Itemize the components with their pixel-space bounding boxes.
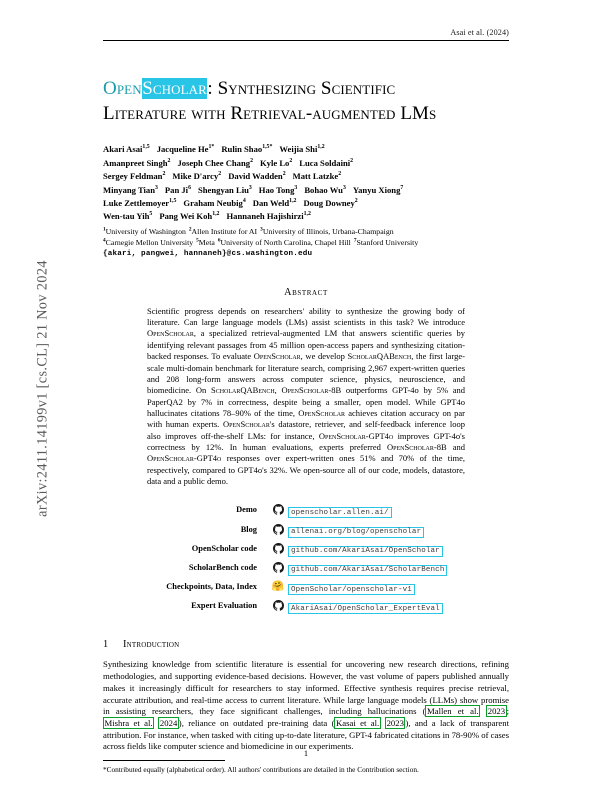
affiliation-name: Stanford University: [356, 237, 419, 247]
author-name: Wen-tau Yih$^5$: [103, 211, 153, 222]
resource-link-row: [136, 500, 476, 519]
author-name: Pan Ji$^6$: [164, 184, 191, 195]
resource-link-row: [136, 596, 476, 615]
author-affiliation-marker: 7: [400, 184, 404, 191]
author-name: Luca Soldaini$^2$: [299, 157, 354, 168]
github-icon[interactable]: [268, 500, 288, 519]
resource-link-url[interactable]: allenai.org/blog/openscholar: [288, 527, 424, 538]
resource-link-url[interactable]: github.com/AkariAsai/ScholarBench: [288, 565, 447, 576]
citation-link[interactable]: Mishra et al.: [104, 717, 153, 728]
author-name: Yanyu Xiong$^7$: [352, 184, 404, 195]
page-title: [103, 77, 509, 126]
author-row: [103, 170, 509, 183]
resource-links-table: [136, 500, 476, 615]
system-name: OpenScholar: [147, 328, 194, 339]
resource-link-url[interactable]: openscholar.allen.ai/: [288, 507, 392, 518]
affiliation-name: Carnegie Mellon University: [105, 237, 194, 247]
title-line1-rest: : Synthesizing Scientific: [207, 78, 396, 99]
resource-link-label: ScholarBench code: [188, 562, 257, 572]
page-number: 1: [303, 749, 309, 758]
author-name: David Wadden$^2$: [228, 171, 286, 182]
resource-link-row: [136, 539, 476, 558]
resource-link-url-cell: [288, 577, 476, 596]
author-affiliation-marker: 4: [242, 198, 246, 205]
author-affiliation-marker: 2: [338, 171, 342, 178]
resource-link-url-cell: [288, 519, 476, 538]
author-name: Hannaneh Hajishirzi$^{1,2}$: [226, 211, 311, 222]
resource-link-url[interactable]: AkariAsai/OpenScholar_ExpertEval: [288, 603, 443, 614]
section-name: Introduction: [123, 639, 180, 651]
section-number: 1: [103, 639, 109, 651]
author-affiliation-marker: 1,2: [212, 211, 220, 218]
affiliation-line: [103, 237, 509, 248]
author-name: Akari Asai$^{1,5}$: [103, 144, 150, 155]
author-affiliation-marker: 1*: [208, 144, 215, 151]
resource-link-url-cell: [288, 539, 476, 558]
author-name: Weijia Shi$^{1,2}$: [279, 144, 325, 155]
resource-link-label: Checkpoints, Data, Index: [166, 582, 257, 592]
author-name: Luke Zettlemoyer$^{1,5}$: [103, 198, 177, 208]
author-affiliation-marker: 3: [248, 184, 252, 191]
author-name: Kyle Lo$^2$: [259, 157, 293, 168]
running-header: Asai et al. (2024): [450, 28, 509, 37]
affiliation-name: University of North Carolina, Chapel Hill: [220, 237, 351, 247]
author-name: Rulin Shao$^{1,5*}$: [221, 144, 273, 155]
affiliation-name: University of Washington: [105, 226, 186, 236]
author-affiliation-marker: 2: [282, 171, 286, 178]
author-affiliation-marker: 2: [250, 157, 253, 164]
citation-link[interactable]: 2023: [386, 717, 404, 728]
author-affiliation-marker: 1,2: [289, 198, 297, 205]
resource-link-row: [136, 577, 476, 596]
author-affiliation-marker: 1,5*: [262, 144, 273, 151]
citation-link[interactable]: 2024: [159, 717, 178, 728]
author-affiliation-marker: 2: [350, 157, 354, 164]
author-name: Minyang Tian$^3$: [103, 184, 158, 195]
github-icon[interactable]: [268, 596, 288, 615]
introduction-paragraph: Synthesizing knowledge from scientific literature is essential for uncovering new research directions, refining methodologies, and supporting evidence-based decisions. However, the vast volume of papers published annually makes it increasingly difficult for researchers to stay informed. Effective synthesis requires precise retrieval, accurate attribution, and real-time access to current literature. While large language models (LLMs) show promise in assisting researchers, they face significant challenges, including hallucinations ( Mallen et al. 2023 ; Mishra et al. 2024 ), reliance on outdated pre-training data ( Kasai et al. 2023 ), and a lack of transparent attribution. For instance, when tasked with citing up-to-date literature, GPT-4 fabricated citations in 78-90% of cases across fields like computer science and biomedicine in our experiments.: [103, 659, 510, 752]
author-affiliation-marker: 2: [218, 171, 222, 178]
author-name: Mike D'arcy$^2$: [172, 171, 222, 182]
author-affiliation-marker: 5: [149, 211, 153, 218]
abstract-heading: Abstract: [284, 286, 328, 298]
resource-link-url-cell: [288, 596, 476, 615]
author-affiliation-marker: 1,5: [142, 144, 150, 151]
system-name: OpenScholar: [298, 407, 346, 418]
citation-link[interactable]: 2023: [487, 706, 506, 717]
affiliation-name: University of Illinois, Urbana-Champaign: [262, 226, 394, 236]
affiliation-marker: 5: [196, 237, 199, 244]
resource-link-label: Expert Evaluation: [191, 601, 257, 611]
author-name: Sergey Feldman$^2$: [103, 171, 166, 182]
system-name: OpenScholar: [253, 351, 301, 362]
section-heading-introduction: [103, 639, 509, 650]
abstract-text: Scientific progress depends on researchers' ability to synthesize the growing body of literature. Can large language models (LMs) assist scientists in this task? We introduce OpenScholar, a specialized retrieval-augmented LM that answers scientific queries by identifying relevant passages from 45 million open-access papers and synthesizing citation-backed responses. To evaluate OpenScholar, we develop ScholarQABench, the first large-scale multi-domain benchmark for literature search, comprising 2,967 expert-written queries and 208 long-form answers across computer science, physics, neuroscience, and biomedicine. On ScholarQABench, OpenScholar-8B outperforms GPT-4o by 5% and PaperQA2 by 7% in correctness, despite being a smaller, open model. While GPT4o hallucinates citations 78–90% of the time, OpenScholar achieves citation accuracy on par with human experts. OpenScholar's datastore, retriever, and self-feedback inference loop also improves off-the-shelf LMs: for instance, OpenScholar-GPT4o improves GPT-4o's correctness by 12%. In human evaluations, experts preferred OpenScholar-8B and OpenScholar-GPT4o responses over expert-written ones 51% and 70% of the time, respectively, compared to GPT4o's 32%. We open-source all of our code, models, datastore, data and a public demo.: [147, 305, 466, 486]
contact-email[interactable]: {akari, pangwei, hannaneh}@cs.washington.edu: [103, 249, 313, 258]
system-name: OpenScholar-8B: [281, 385, 342, 396]
affiliation-marker: 3: [260, 226, 263, 233]
author-affiliation-marker: 1,2: [317, 144, 325, 151]
citation-link[interactable]: Kasai et al.: [335, 717, 380, 728]
author-name: Graham Neubig$^4$: [183, 198, 246, 208]
brand-open-text: Open: [103, 78, 142, 99]
system-name: ScholarQABench: [210, 385, 275, 396]
huggingface-icon[interactable]: 🤗: [271, 580, 285, 592]
author-row: [103, 143, 509, 156]
title-line2: Literature with Retrieval-augmented LMs: [103, 102, 437, 124]
author-name: Doug Downey$^2$: [303, 198, 358, 208]
system-name: OpenScholar-8B: [387, 441, 447, 452]
resource-links-body: [136, 500, 476, 615]
author-affiliation-marker: 6: [188, 184, 191, 191]
author-affiliation-marker: 2: [162, 171, 166, 178]
author-name: Bohao Wu$^3$: [304, 184, 346, 195]
resource-link-label: Demo: [236, 505, 257, 515]
resource-link-label: OpenScholar code: [191, 543, 257, 553]
author-affiliation-marker: 3: [154, 184, 158, 191]
affiliation-marker: 1: [103, 226, 106, 233]
brand-scholar-highlight: Scholar: [142, 78, 207, 99]
arxiv-stamp: arXiv:2411.14199v1 [cs.CL] 21 Nov 2024: [34, 260, 51, 517]
citation-link[interactable]: Mallen et al.: [426, 706, 479, 717]
resource-link-label: Blog: [240, 524, 257, 534]
author-name: Hao Tong$^3$: [258, 184, 298, 195]
resource-link-row: [136, 519, 476, 538]
author-name: Dan Weld$^{1,2}$: [252, 198, 297, 208]
affiliation-marker: 6: [217, 237, 221, 244]
author-affiliation-marker: 3: [294, 184, 298, 191]
author-affiliation-marker: 1,5: [169, 198, 177, 205]
author-affiliation-marker: 2: [167, 157, 171, 164]
author-affiliation-marker: 3: [342, 184, 346, 191]
header-rule: [103, 40, 509, 41]
affiliation-marker: 4: [103, 237, 106, 244]
resource-link-url[interactable]: OpenScholar/openscholar-v1: [288, 584, 415, 595]
author-name: Shengyan Liu$^3$: [198, 184, 252, 195]
author-name: Pang Wei Koh$^{1,2}$: [159, 211, 220, 222]
author-affiliation-marker: 2: [354, 198, 358, 205]
footnote-text: *Contributed equally (alphabetical order). All authors' contributions are detailed in the Contribution section.: [103, 765, 419, 775]
system-name: ScholarQABench: [347, 351, 412, 362]
author-row: [103, 184, 509, 197]
author-affiliation-marker: 2: [289, 157, 293, 164]
author-name: Jacqueline $He^{1*}$: [156, 144, 215, 155]
affiliation-marker: 7: [353, 237, 357, 244]
author-row: [103, 197, 509, 210]
resource-link-url[interactable]: github.com/AkariAsai/OpenScholar: [288, 546, 443, 557]
affiliation-marker: 2: [188, 226, 192, 233]
system-name: OpenScholar: [223, 419, 270, 430]
affiliation-name: Meta: [198, 237, 215, 247]
system-name: OpenScholar-GPT4o: [147, 453, 222, 464]
author-name: Joseph Chee Chang$^2$: [177, 157, 253, 168]
github-icon[interactable]: [268, 539, 288, 558]
author-row: [103, 210, 509, 223]
resource-link-row: [136, 558, 476, 577]
github-icon[interactable]: [268, 558, 288, 577]
github-icon[interactable]: [268, 519, 288, 538]
author-name: Amanpreet Singh$^2$: [103, 157, 171, 168]
page-content: [103, 0, 509, 792]
resource-link-url-cell: [288, 500, 476, 519]
author-row: [103, 157, 509, 170]
author-name: Matt Latzke$^2$: [292, 171, 342, 182]
footnote-rule: [103, 760, 225, 761]
resource-link-url-cell: [288, 558, 476, 577]
affiliation-line: [103, 226, 509, 237]
affiliations: [103, 226, 509, 248]
author-list: [103, 143, 509, 260]
affiliation-name: Allen Institute for AI: [191, 226, 258, 236]
system-name: OpenScholar-GPT4o: [318, 430, 394, 441]
author-affiliation-marker: 1,2: [303, 211, 311, 218]
